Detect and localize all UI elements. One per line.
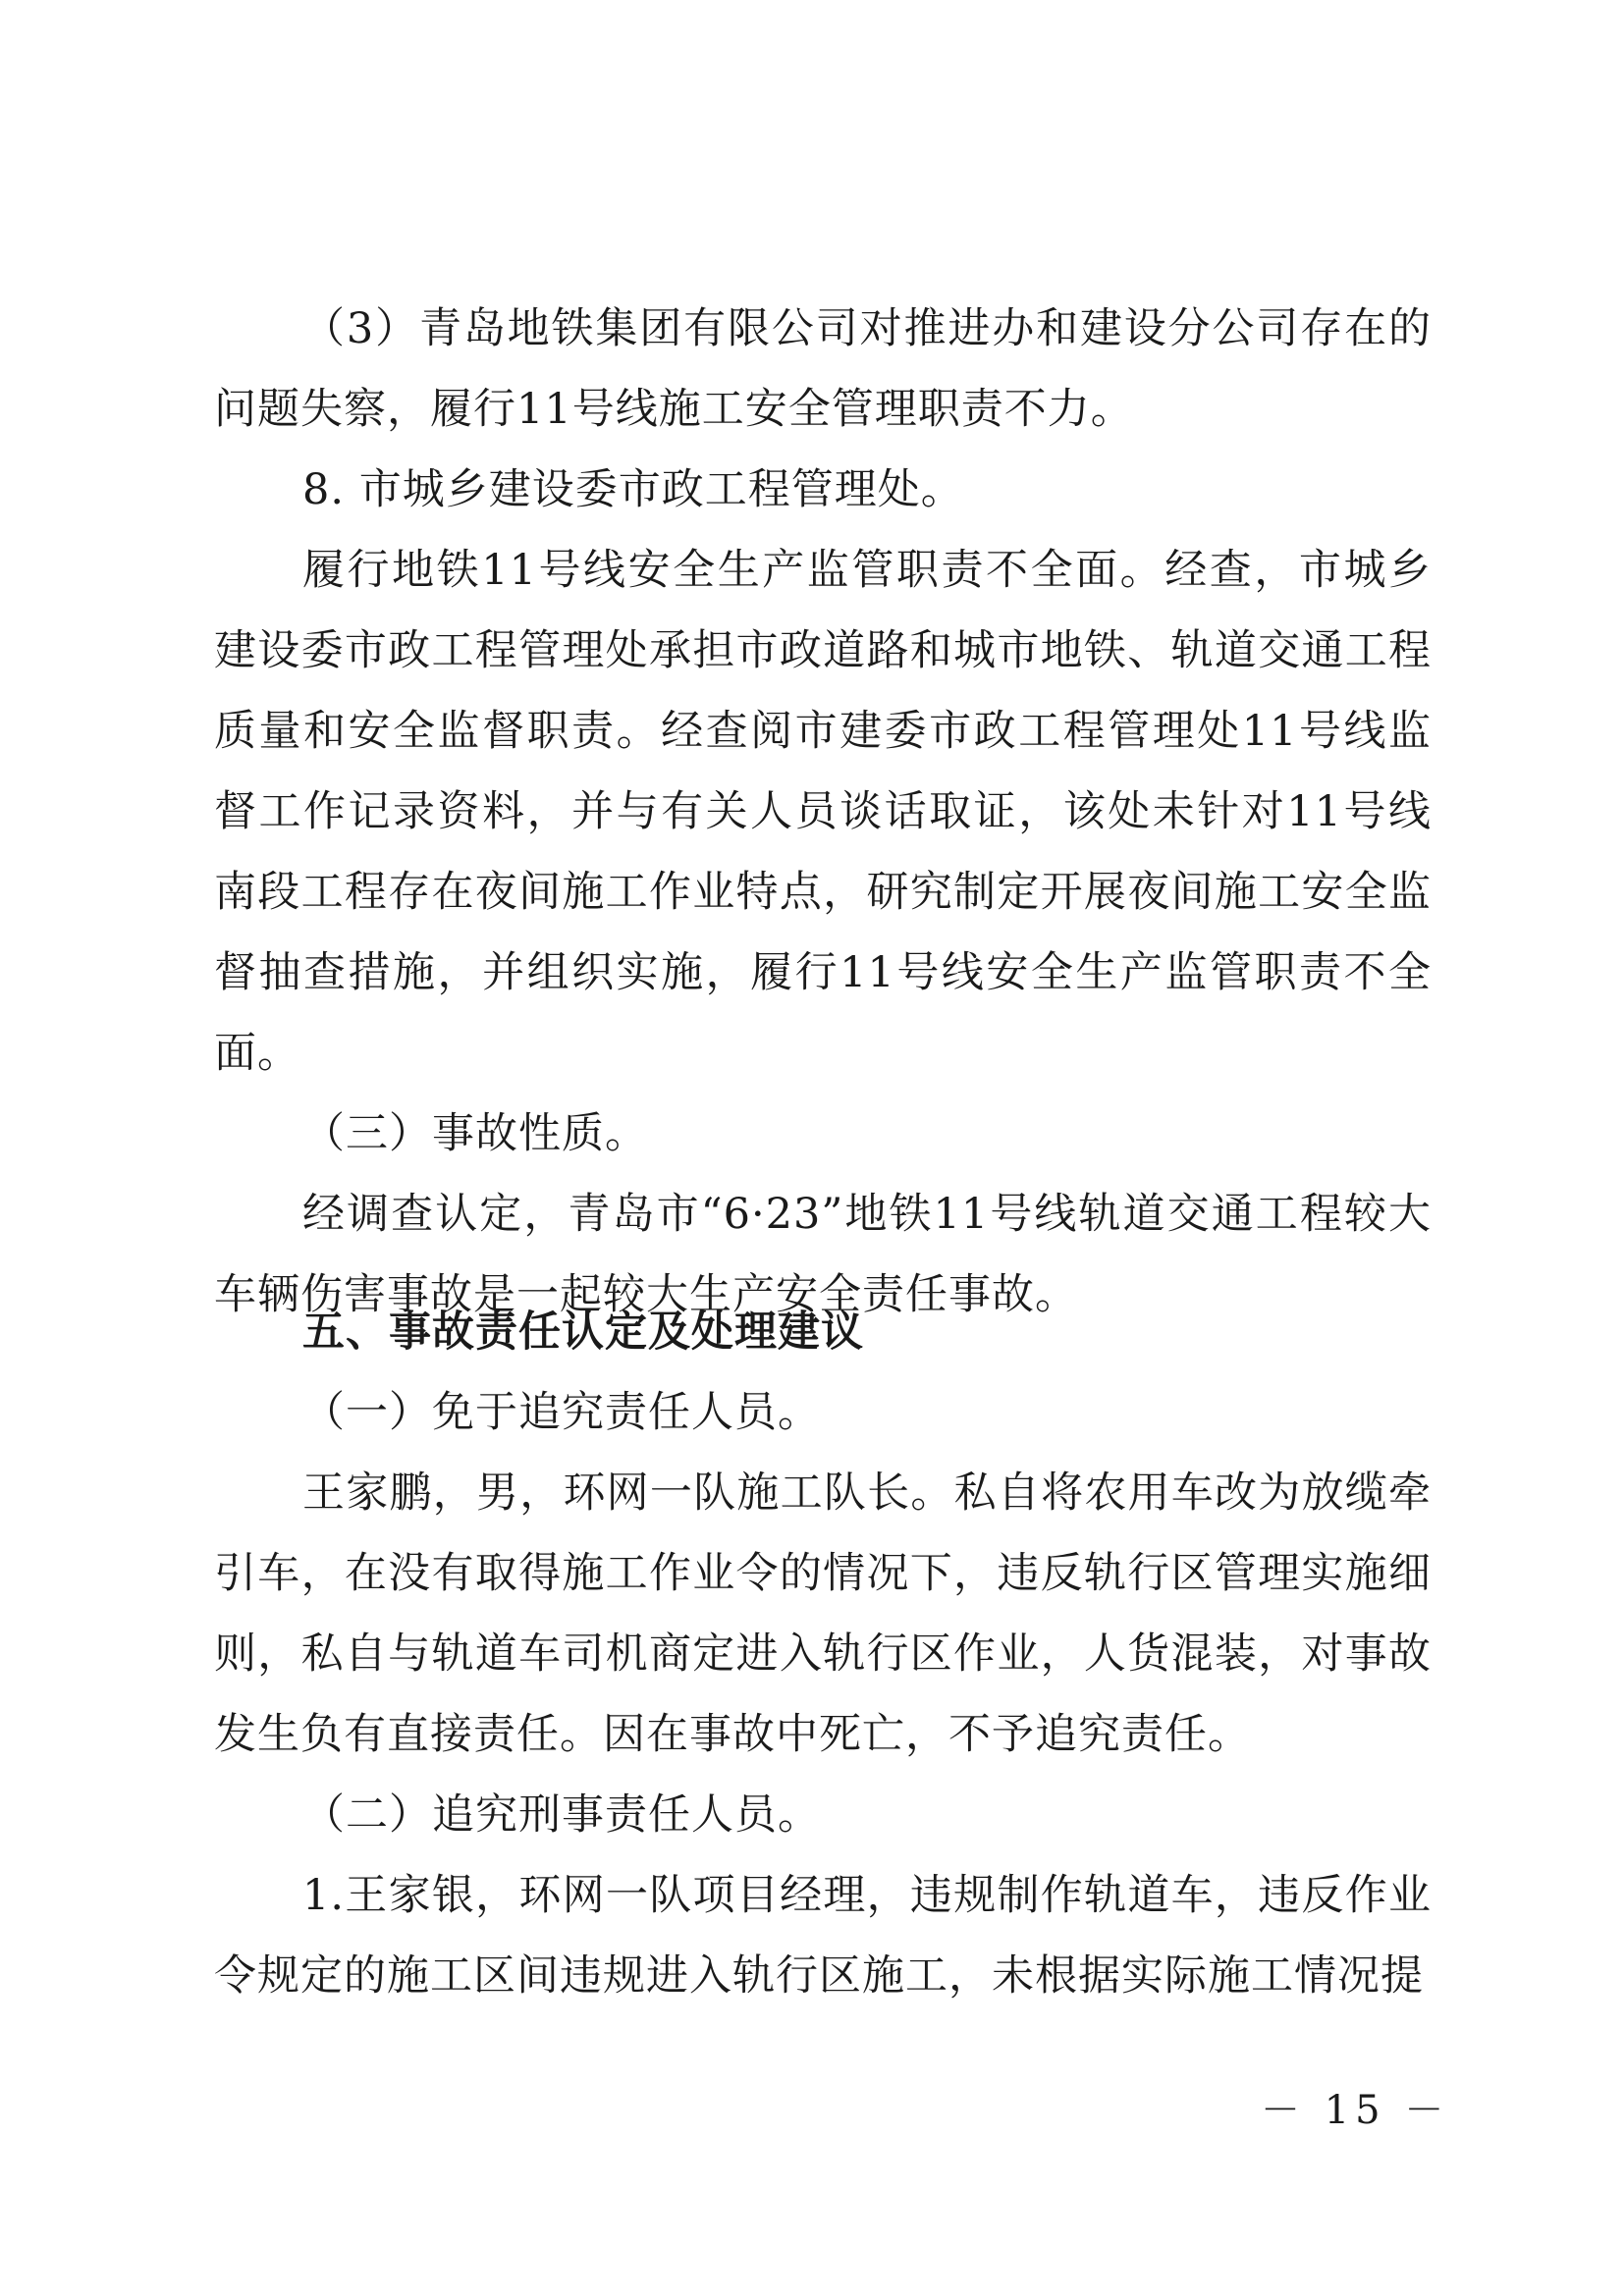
paragraph-heading-exempt: （一）免于追究责任人员。 xyxy=(302,1388,821,1437)
paragraph-wang-jiapeng: 王家鹏，男，环网一队施工队长。私自将农用车改为放缆牵引车，在没有取得施工作业令的情况下，违反轨行区管理实施细则，私自与轨道车司机商定进入轨行区作业，人货混装，对事故发生负有直接责任。因在事故中死亡，不予追究责任。 xyxy=(214,1468,1432,1759)
page-number: － 15 － xyxy=(1261,2088,1450,2133)
paragraph-heading-accident-nature: （三）事故性质。 xyxy=(302,1109,648,1158)
paragraph-problem-oversight: （3）青岛地铁集团有限公司对推进办和建设分公司存在的问题失察，履行11号线施工安全管理职责不力。 xyxy=(214,304,1432,434)
paragraph-accident-finding: 经调查认定，青岛市“6·23”地铁11号线轨道交通工程较大车辆伤害事故是一起较大生产安全责任事故。 xyxy=(214,1190,1432,1319)
paragraph-heading-criminal: （二）追究刑事责任人员。 xyxy=(302,1790,821,1840)
paragraph-heading-municipal-office: 8. 市城乡建设委市政工程管理处。 xyxy=(302,465,964,514)
paragraph-wang-jiayin: 1.王家银，环网一队项目经理，违规制作轨道车，违反作业令规定的施工区间违规进入轨行区施工，未根据实际施工情况提 xyxy=(214,1871,1432,2001)
paragraph-supervision-duty: 履行地铁11号线安全生产监管职责不全面。经查，市城乡建设委市政工程管理处承担市政道路和城市地铁、轨道交通工程质量和安全监督职责。经查阅市建委市政工程管理处11号线监督工作记录资料，并与有关人员谈话取证，该处未针对11号线南段工程存在夜间施工作业特点，研究制定开展夜间施工安全监督抽查措施，并组织实施，履行11号线安全生产监管职责不全面。 xyxy=(214,546,1432,1078)
section-heading-responsibility: 五、事故责任认定及处理建议 xyxy=(302,1308,864,1357)
